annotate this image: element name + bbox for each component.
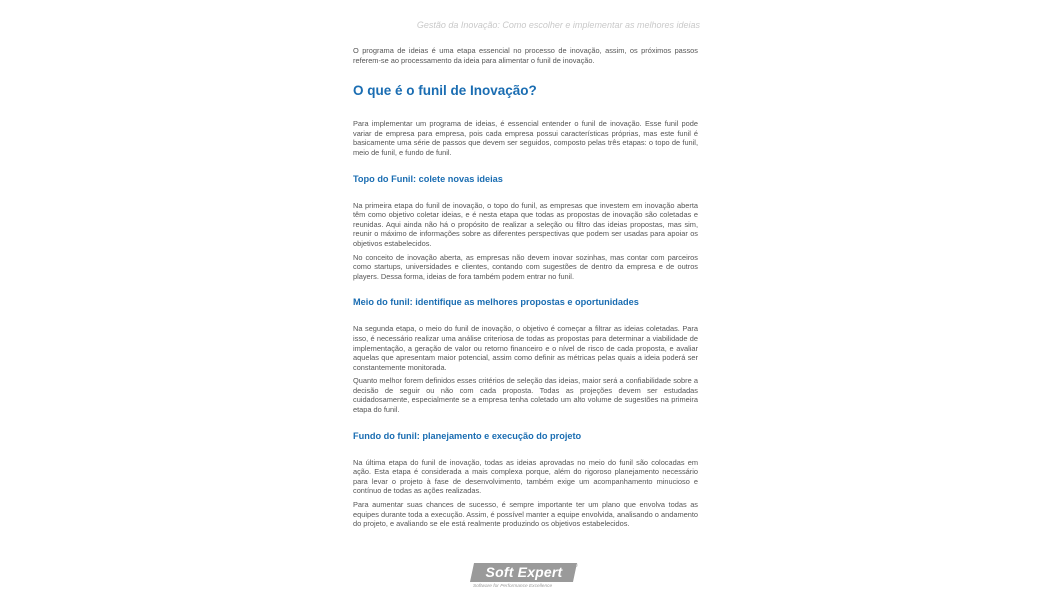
intro-paragraph: O programa de ideias é uma etapa essencial no processo de inovação, assim, os próximos passos referem-se ao processamento da ideia para alimentar o funil de inovação.: [353, 46, 698, 65]
document-body: [353, 46, 698, 533]
subsection-title-fundo: Fundo do funil: planejamento e execução do projeto: [353, 430, 582, 441]
fundo-paragraph-2: Para aumentar suas chances de sucesso, é sempre importante ter um plano que envolva todas as equipes durante toda a execução. Assim, é possível manter a equipe envolvida, analisando o andamento do projeto, e avaliando se ele está realmente produzindo os objetivos estabelecidos.: [353, 500, 698, 529]
meio-paragraph-1: Na segunda etapa, o meio do funil de inovação, o objetivo é começar a filtrar as ideias coletadas. Para isso, é necessário realizar uma análise criteriosa de todas as propostas para determinar a viabilidade de implementação, a geração de valor ou retorno financeiro e o nível de risco de cada proposta, e avaliar aquelas que apresentam maior potencial, assim como definir as métricas pelas quais a ideia poderá ser constantemente monitorada.: [353, 324, 698, 372]
fundo-paragraph-1: Na última etapa do funil de inovação, todas as ideias aprovadas no meio do funil são colocadas em ação. Esta etapa é considerada a mais complexa porque, além do rigoroso planejamento necessário para levar o projeto à fase de desenvolvimento, também exige um acompanhamento minucioso e contínuo de todas as ações realizadas.: [353, 457, 698, 496]
subsection-title-topo: Topo do Funil: colete novas ideias: [353, 173, 503, 184]
logo-text: Soft Expert: [485, 564, 563, 580]
section-paragraph: Para implementar um programa de ideias, é essencial entender o funil de inovação. Esse funil pode variar de empresa para empresa, pois cada empresa possui características próprias, mas este funil é basicamente uma série de passos que devem ser seguidos, composto pelas três etapas: o topo de funil, meio de funil, e fundo de funil.: [353, 119, 698, 157]
logo-tagline: Software for Performance Excellence: [473, 584, 553, 589]
logo-registered-mark: ®: [574, 563, 578, 569]
running-header: Gestão da Inovação: Como escolher e implementar as melhores ideias: [416, 20, 700, 30]
section-title: O que é o funil de Inovação?: [353, 83, 537, 99]
subsection-title-meio: Meio do funil: identifique as melhores propostas e oportunidades: [353, 297, 639, 308]
meio-paragraph-2: Quanto melhor forem definidos esses critérios de seleção das ideias, maior será a confiabilidade sobre a decisão de seguir ou não com cada proposta. Todas as projeções devem ser estudadas cuidadosamente, especialmente se a empresa tenha coletado um alto volume de sugestões na primeira etapa do funil.: [353, 376, 698, 415]
softexpert-logo: [470, 563, 580, 593]
topo-paragraph-1: Na primeira etapa do funil de inovação, o topo do funil, as empresas que investem em inovação aberta têm como objetivo coletar ideias, e é nesta etapa que todas as propostas de inovação são coletadas e reunidas. Aqui ainda não há o propósito de realizar a seleção ou filtro das ideias propostas, mas sim, reunir o máximo de informações sobre as diferentes perspectivas que podem ser usadas para apoiar os objetivos estabelecidos.: [353, 200, 698, 248]
topo-paragraph-2: No conceito de inovação aberta, as empresas não devem inovar sozinhas, mas contar com parceiros como startups, universidades e clientes, contando com sugestões de dentro da empresa e de outros players. Dessa forma, ideias de fora também podem entrar no funil.: [353, 252, 698, 281]
